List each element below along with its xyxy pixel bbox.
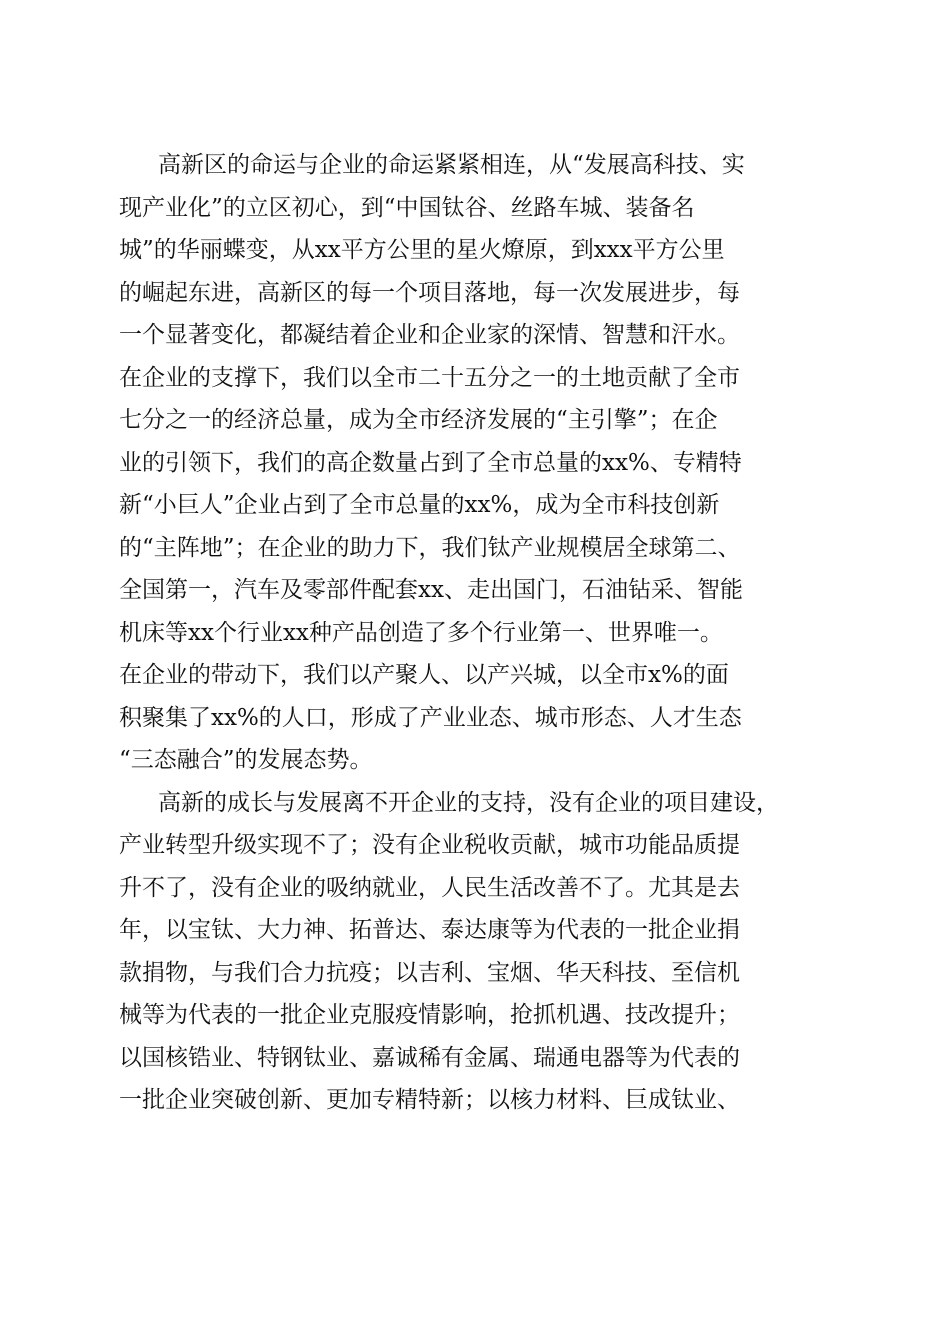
text-line: 七分之一的经济总量，成为全市经济发展的“主引擎”；在企	[119, 407, 718, 433]
text-line: 的“主阵地”；在企业的助力下，我们钛产业规模居全球第二、	[119, 534, 741, 561]
text-line: 年，以宝钛、大力神、拓普达、泰达康等为代表的一批企业捐	[119, 917, 740, 943]
text-line: 机床等xx个行业xx种产品创造了多个行业第一、世界唯一。	[119, 619, 723, 646]
text-line: 高新区的命运与企业的命运紧紧相连，从“发展高科技、实	[158, 152, 745, 178]
text-line: 以国核锆业、特钢钛业、嘉诚稀有金属、瑞通电器等为代表的	[119, 1044, 740, 1071]
text-line: “三态融合”的发展态势。	[119, 747, 373, 773]
text-line: 产业转型升级实现不了；没有企业税收贡献，城市功能品质提	[119, 832, 740, 858]
text-line: 全国第一，汽车及零部件配套xx、走出国门，石油钻采、智能	[119, 577, 743, 603]
text-line: 升不了，没有企业的吸纳就业，人民生活改善不了。尤其是去	[119, 874, 740, 901]
text-line: 城”的华丽蝶变，从xx平方公里的星火燎原，到xxx平方公里	[119, 237, 725, 263]
text-line: 新“小巨人”企业占到了全市总量的xx%，成为全市科技创新	[119, 492, 720, 518]
text-line: 现产业化”的立区初心，到“中国钛谷、丝路车城、装备名	[119, 194, 695, 221]
text-line: 一个显著变化，都凝结着企业和企业家的深情、智慧和汗水。	[119, 322, 740, 348]
body-text	[119, 144, 859, 1122]
paragraph-2	[119, 782, 859, 1122]
text-line: 在企业的带动下，我们以产聚人、以产兴城，以全市x%的面	[119, 662, 729, 688]
text-line: 在企业的支撑下，我们以全市二十五分之一的土地贡献了全市	[119, 364, 740, 391]
text-line: 械等为代表的一批企业克服疫情影响，抢抓机遇、技改提升；	[119, 1002, 740, 1028]
paragraph-1	[119, 144, 859, 782]
text-line: 一批企业突破创新、更加专精特新；以核力材料、巨成钛业、	[119, 1087, 740, 1113]
text-line: 积聚集了xx%的人口，形成了产业业态、城市形态、人才生态	[119, 704, 742, 731]
text-line: 业的引领下，我们的高企数量占到了全市总量的xx%、专精特	[119, 449, 742, 476]
text-line: 的崛起东进，高新区的每一个项目落地，每一次发展进步，每	[119, 279, 740, 306]
text-line: 款捐物，与我们合力抗疫；以吉利、宝烟、华天科技、至信机	[119, 959, 740, 986]
text-line: 高新的成长与发展离不开企业的支持，没有企业的项目建设，	[158, 789, 779, 816]
